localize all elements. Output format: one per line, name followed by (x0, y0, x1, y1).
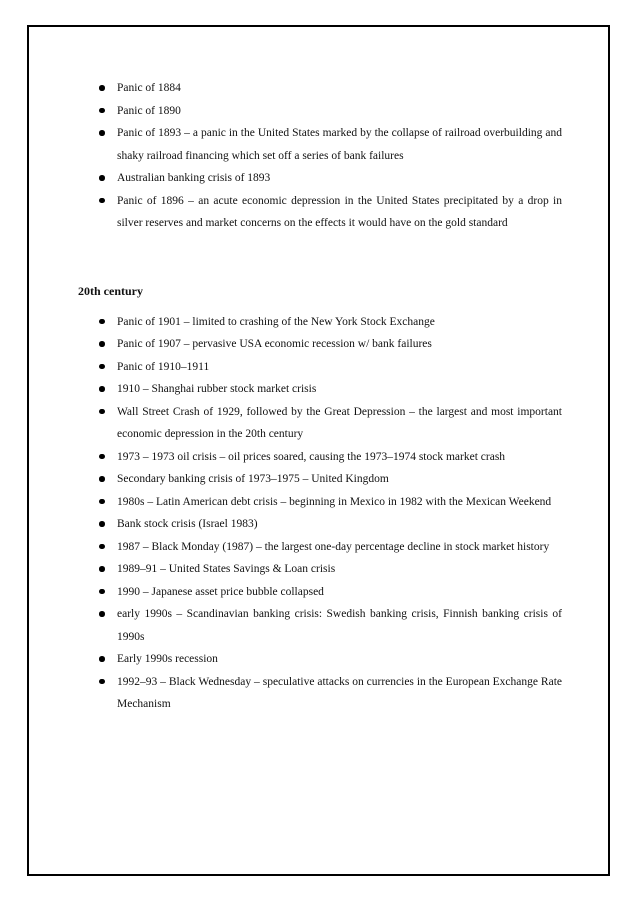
section-gap (78, 235, 562, 280)
bullet-icon (99, 521, 105, 527)
bullet-icon (99, 85, 105, 91)
bullet-icon (99, 656, 105, 662)
list-item-text: 1992–93 – Black Wednesday – speculative attacks on currencies in the European Exchange Rate Mechanism (117, 675, 562, 710)
list-item (78, 603, 562, 648)
bullet-list-19th-century (78, 77, 562, 235)
list-item-text: Australian banking crisis of 1893 (117, 172, 271, 184)
list-item (78, 333, 562, 356)
list-item-text: Bank stock crisis (Israel 1983) (117, 518, 258, 530)
bullet-icon (99, 130, 105, 136)
list-item (78, 513, 562, 536)
list-item (78, 378, 562, 401)
bullet-icon (99, 364, 105, 370)
bullet-icon (99, 341, 105, 347)
list-item-text: 1989–91 – United States Savings & Loan crisis (117, 563, 336, 575)
bullet-icon (99, 108, 105, 114)
list-item (78, 468, 562, 491)
bullet-icon (99, 175, 105, 181)
bullet-icon (99, 319, 105, 325)
list-item (78, 100, 562, 123)
list-item-text: Secondary banking crisis of 1973–1975 – United Kingdom (117, 473, 389, 485)
list-item-text: 1987 – Black Monday (1987) – the largest one-day percentage decline in stock market history (117, 540, 550, 553)
list-item (78, 446, 562, 469)
bullet-icon (99, 499, 105, 505)
list-item-text: Panic of 1901 – limited to crashing of the New York Stock Exchange (117, 315, 435, 328)
bullet-icon (99, 544, 105, 550)
bullet-icon (99, 611, 105, 617)
bullet-icon (99, 679, 105, 685)
list-item (78, 401, 562, 446)
list-item (78, 536, 562, 559)
list-item (78, 167, 562, 190)
list-item (78, 671, 562, 716)
list-item-text: Panic of 1896 – an acute economic depression in the United States precipitated by a drop in silver reserves and market concerns on the effects it would have on the gold standard (117, 194, 562, 229)
list-item-text: 1910 – Shanghai rubber stock market crisis (117, 383, 317, 395)
list-item-text: Panic of 1910–1911 (117, 360, 210, 373)
list-item-text: Panic of 1893 – a panic in the United States marked by the collapse of railroad overbuilding and shaky railroad financing which set off a series of bank failures (117, 127, 562, 162)
bullet-icon (99, 454, 105, 460)
list-item (78, 311, 562, 334)
bullet-icon (99, 409, 105, 415)
list-item-text: Wall Street Crash of 1929, followed by the Great Depression – the largest and most important economic depression in the 20th century (117, 405, 562, 440)
list-item (78, 190, 562, 235)
list-item (78, 356, 562, 379)
bullet-icon (99, 589, 105, 595)
bullet-icon (99, 476, 105, 482)
list-item-text: Early 1990s recession (117, 653, 218, 665)
bullet-icon (99, 386, 105, 392)
list-item (78, 491, 562, 514)
list-item (78, 122, 562, 167)
list-item-text: early 1990s – Scandinavian banking crisis: Swedish banking crisis, Finnish banking crisis of 1990s (117, 608, 562, 643)
list-item-text: Panic of 1884 (117, 82, 181, 94)
list-item-text: Panic of 1907 – pervasive USA economic recession w/ bank failures (117, 338, 432, 350)
section-heading: 20th century (78, 283, 143, 298)
bullet-icon (99, 198, 105, 204)
list-item (78, 581, 562, 604)
list-item-text: 1990 – Japanese asset price bubble collapsed (117, 585, 324, 598)
bullet-list-20th-century (78, 311, 562, 716)
document-body (78, 77, 562, 716)
list-item-text: Panic of 1890 (117, 104, 181, 117)
list-item-text: 1980s – Latin American debt crisis – beginning in Mexico in 1982 with the Mexican Weekend (117, 495, 552, 508)
bullet-icon (99, 566, 105, 572)
list-item (78, 558, 562, 581)
list-item (78, 648, 562, 671)
list-item-text: 1973 – 1973 oil crisis – oil prices soared, causing the 1973–1974 stock market crash (117, 450, 506, 463)
list-item (78, 77, 562, 100)
